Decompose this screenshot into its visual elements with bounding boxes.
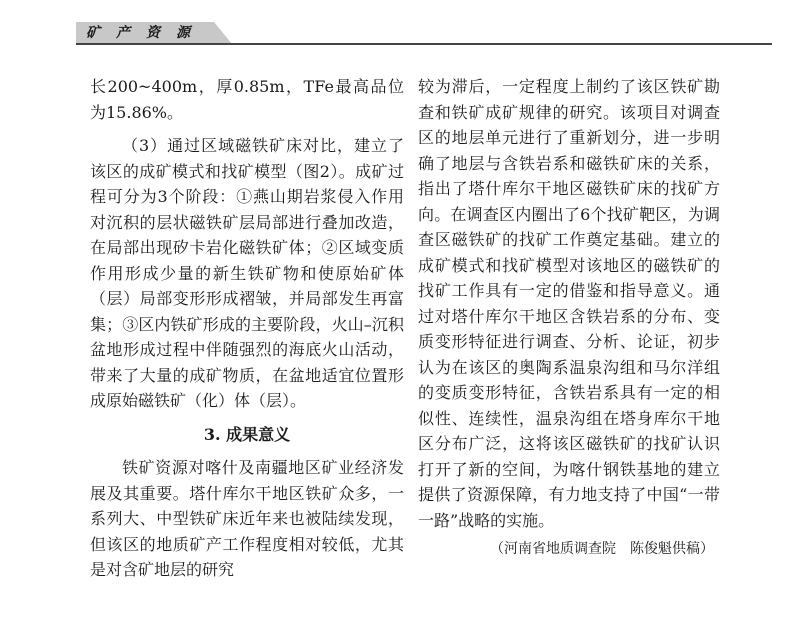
section-heading: 3. 成果意义	[203, 424, 291, 444]
paragraph-continuation: 较为滞后，一定程度上制约了该区铁矿勘查和铁矿成矿规律的研究。该项目对调查区的地层单元进行了重新划分，进一步明确了地层与含铁岩系和磁铁矿床的关系，指出了塔什库尔干地区磁铁矿床的找矿方向。在调查区内圈出了6个找矿靶区，为调查区磁铁矿的找矿工作奠定基础。建立的成矿模式和找矿模型对该地区的磁铁矿的找矿工作具有一定的借鉴和指导意义。通过对塔什库尔干地区含铁岩系的分布、变质变形特征进行调查、分析、论证，初步认为在该区的奥陶系温泉沟组和马尔洋组的变质变形特征，含铁岩系具有一定的相似性、连续性，温泉沟组在塔身库尔干地区分布广泛，这将该区磁铁矿的找矿认识打开了新的空间，为喀什钢铁基地的建立提供了资源保障，有力地支持了中国“一带一路”战略的实施。	[418, 77, 720, 530]
header-rule	[76, 43, 772, 45]
paragraph-grade: 长200~400m，厚0.85m，TFe最高品位为15.86%。	[90, 77, 404, 122]
left-column	[90, 74, 404, 583]
paragraph-ore-model: （3）通过区域磁铁矿床对比，建立了该区的成矿模式和找矿模型（图2）。成矿过程可分为3个阶段：①燕山期岩浆侵入作用对沉积的层状磁铁矿层局部进行叠加改造，在局部出现矽卡岩化磁铁矿体；②区域变质作用形成少量的新生铁矿物和使原始矿体（层）局部变形形成褶皱，并局部发生再富集；③区内铁矿形成的主要阶段，火山–沉积盆地形成过程中伴随强烈的海底火山活动，带来了大量的成矿物质，在盆地适宜位置形成原始磁铁矿（化）体（层）。	[90, 136, 404, 410]
page-header	[0, 0, 804, 50]
attribution: （河南省地质调查院 陈俊魁供稿）	[490, 541, 714, 557]
paragraph-significance: 铁矿资源对喀什及南疆地区矿业经济发展及其重要。塔什库尔干地区铁矿众多，一系列大、中型铁矿床近年来也被陆续发现，但该区的地质矿产工作程度相对较低，尤其是对含矿地层的研究	[90, 458, 404, 579]
section-title: 矿产资源	[86, 25, 206, 41]
right-column	[418, 74, 720, 563]
